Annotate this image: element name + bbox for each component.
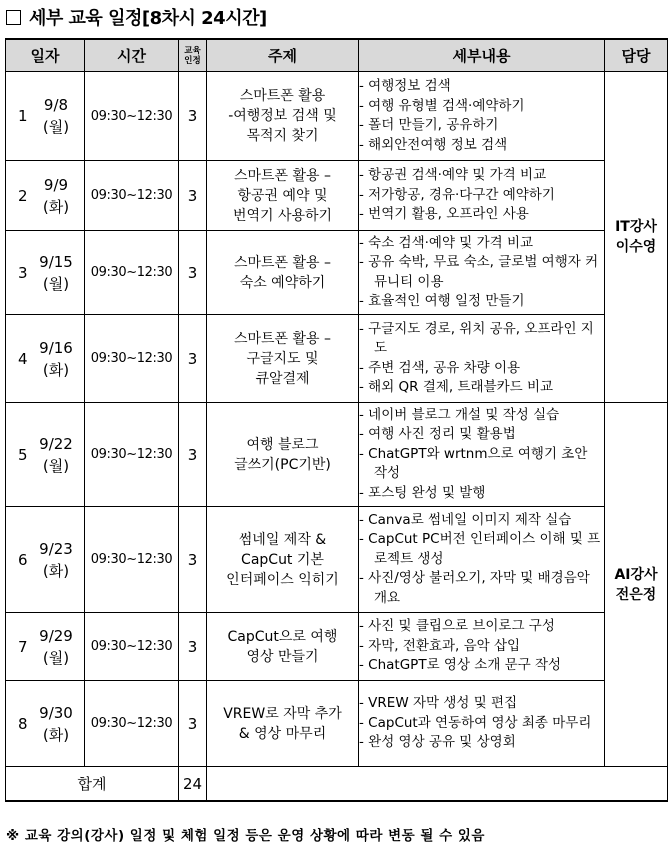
details-item: - CapCut과 연동하여 영상 최종 마무리 (359, 714, 604, 734)
title-text: 세부 교육 일정[8차시 24시간] (29, 8, 267, 29)
session-number: 7 (18, 637, 28, 656)
details-item: - 사진 및 클립으로 브이로그 구성 (359, 617, 604, 637)
session-details (359, 681, 605, 767)
text-line: 여행 블로그 (246, 436, 319, 453)
text-line: 글쓰기(PC기반) (234, 456, 331, 473)
details-item: - 저가항공, 경유·다구간 예약하기 (359, 186, 604, 206)
header-row (6, 39, 668, 72)
weekday-text: (월) (42, 456, 70, 475)
details-list (359, 166, 604, 225)
session-row (6, 315, 668, 403)
session-row (6, 613, 668, 681)
details-list (359, 320, 604, 398)
date-text: 9/30 (39, 703, 73, 722)
details-item: - 효율적인 여행 일정 만들기 (359, 292, 604, 312)
session-topic (207, 231, 359, 315)
details-item: - 네이버 블로그 개설 및 작성 실습 (359, 406, 604, 426)
weekday-text: (화) (42, 725, 70, 744)
weekday-text: (화) (42, 561, 70, 580)
total-hours: 24 (179, 767, 207, 802)
details-item: - 숙소 검색·예약 및 가격 비교 (359, 234, 604, 254)
session-date-cell (6, 315, 85, 403)
header-topic: 주제 (207, 39, 359, 72)
date-text: 9/22 (39, 434, 73, 453)
header-day: 일자 (6, 39, 85, 72)
session-row (6, 231, 668, 315)
details-list (359, 234, 604, 312)
weekday-text: (월) (42, 118, 70, 136)
text-line: 큐알결제 (255, 370, 310, 387)
session-topic (207, 403, 359, 507)
session-hours: 3 (179, 403, 207, 507)
text-line: 스마트폰 활용 – (233, 254, 332, 271)
session-time: 09:30~12:30 (85, 161, 179, 231)
text-line: 스마트폰 활용 – (233, 330, 332, 347)
text-line: 번역기 사용하기 (232, 207, 333, 224)
details-list (359, 617, 604, 676)
details-list (359, 694, 604, 753)
details-item: - 여행 사진 정리 및 활용법 (359, 425, 604, 445)
weekday-text: (월) (42, 274, 70, 293)
session-date-cell (6, 72, 85, 161)
session-date-cell (6, 231, 85, 315)
session-number: 8 (18, 714, 28, 733)
session-row (6, 681, 668, 767)
details-item: - 자막, 전환효과, 음악 삽입 (359, 637, 604, 657)
text-line: IT강사 (615, 219, 657, 235)
details-item: - 완성 영상 공유 및 상영회 (359, 733, 604, 753)
session-time: 09:30~12:30 (85, 403, 179, 507)
session-hours: 3 (179, 681, 207, 767)
session-time: 09:30~12:30 (85, 231, 179, 315)
weekday-text: (화) (42, 360, 70, 379)
session-date-cell (6, 161, 85, 231)
details-item: - 공유 숙박, 무료 숙소, 글로벌 여행자 커뮤니티 이용 (359, 253, 604, 292)
session-hours: 3 (179, 507, 207, 613)
session-topic (207, 161, 359, 231)
lecturer-cell (605, 72, 668, 403)
text-line: 영상 만들기 (246, 648, 319, 665)
details-list (359, 406, 604, 504)
session-number: 2 (18, 186, 28, 205)
text-line: 스마트폰 활용 – (233, 167, 332, 184)
weekday-text: (월) (42, 648, 70, 667)
text-line: -여행정보 검색 및 (228, 108, 337, 124)
session-time: 09:30~12:30 (85, 72, 179, 161)
document-title (6, 4, 267, 30)
details-item: - 번역기 활용, 오프라인 사용 (359, 205, 604, 225)
details-item: - 사진/영상 불러오기, 자막 및 배경음악 개요 (359, 569, 604, 608)
session-details (359, 72, 605, 161)
session-hours: 3 (179, 613, 207, 681)
details-item: - 여행 유형별 검색·예약하기 (359, 97, 604, 117)
session-topic (207, 315, 359, 403)
session-date-cell (6, 507, 85, 613)
details-item: - VREW 자막 생성 및 편집 (359, 694, 604, 714)
total-empty-cell (207, 767, 668, 802)
session-number: 3 (18, 263, 28, 282)
details-item: - 여행정보 검색 (359, 77, 604, 97)
session-time: 09:30~12:30 (85, 315, 179, 403)
date-text: 9/15 (39, 252, 73, 271)
details-item: - 포스팅 완성 및 발행 (359, 484, 604, 504)
session-hours: 3 (179, 72, 207, 161)
session-number: 6 (18, 550, 28, 569)
text-line: AI강사 (614, 566, 658, 583)
lecturer-cell (605, 403, 668, 767)
details-list (359, 511, 604, 609)
session-topic (207, 507, 359, 613)
session-details (359, 507, 605, 613)
session-time: 09:30~12:30 (85, 507, 179, 613)
session-details (359, 403, 605, 507)
text-line: 이수영 (615, 239, 657, 255)
details-item: - 주변 검색, 공유 차량 이용 (359, 359, 604, 379)
session-time: 09:30~12:30 (85, 681, 179, 767)
text-line: 구글지도 및 (246, 350, 319, 367)
header-hours: 교육 인정 (179, 39, 207, 72)
schedule-table (5, 38, 668, 802)
text-line: 숙소 예약하기 (239, 274, 326, 291)
session-number: 5 (18, 445, 28, 464)
session-number: 1 (18, 107, 28, 125)
footnote: ※ 교육 강의(강사) 일정 및 체험 일정 등은 운영 상황에 따라 변동 될 수 있음 (6, 828, 485, 844)
session-number: 4 (18, 349, 28, 368)
details-item: - ChatGPT로 영상 소개 문구 작성 (359, 656, 604, 676)
session-date-cell (6, 403, 85, 507)
details-item: - ChatGPT와 wrtnm으로 여행기 초안 작성 (359, 445, 604, 484)
session-date-cell (6, 613, 85, 681)
text-line: 목적지 찾기 (246, 128, 319, 144)
details-list (359, 77, 604, 155)
weekday-text: (화) (42, 197, 70, 216)
text-line: 썸네일 제작 & (238, 531, 327, 548)
details-item: - 항공권 검색·예약 및 가격 비교 (359, 166, 604, 186)
text-line: 스마트폰 활용 (239, 88, 326, 104)
checkbox-square-icon (6, 10, 21, 25)
session-details (359, 315, 605, 403)
text-line: 인터페이스 익히기 (226, 571, 339, 588)
date-text: 9/16 (39, 338, 73, 357)
header-time: 시간 (85, 39, 179, 72)
header-lecturer: 담당 (605, 39, 668, 72)
session-topic (207, 72, 359, 161)
session-date-cell (6, 681, 85, 767)
session-details (359, 613, 605, 681)
details-item: - 해외안전여행 정보 검색 (359, 136, 604, 156)
text-line: & 영상 마무리 (238, 725, 327, 742)
session-details (359, 161, 605, 231)
session-hours: 3 (179, 231, 207, 315)
session-hours: 3 (179, 161, 207, 231)
total-row (6, 767, 668, 802)
text-line: VREW로 자막 추가 (223, 705, 342, 722)
details-item: - 구글지도 경로, 위치 공유, 오프라인 지도 (359, 320, 604, 359)
session-row (6, 403, 668, 507)
date-text: 9/29 (39, 626, 73, 645)
session-row (6, 507, 668, 613)
session-topic (207, 613, 359, 681)
header-details: 세부내용 (359, 39, 605, 72)
date-text: 9/23 (39, 539, 73, 558)
text-line: 항공권 예약 및 (237, 187, 328, 204)
session-time: 09:30~12:30 (85, 613, 179, 681)
text-line: CapCut으로 여행 (227, 628, 338, 645)
details-item: - Canva로 썸네일 이미지 제작 실습 (359, 511, 604, 531)
session-topic (207, 681, 359, 767)
session-row (6, 161, 668, 231)
text-line: CapCut 기본 (241, 551, 324, 568)
details-item: - 해외 QR 결제, 트래블카드 비교 (359, 378, 604, 398)
date-text: 9/8 (43, 96, 69, 114)
total-label: 합계 (6, 767, 179, 802)
details-item: - CapCut PC버전 인터페이스 이해 및 프로젝트 생성 (359, 530, 604, 569)
session-details (359, 231, 605, 315)
date-text: 9/9 (43, 175, 69, 194)
text-line: 전은정 (615, 586, 657, 603)
session-hours: 3 (179, 315, 207, 403)
details-item: - 폴더 만들기, 공유하기 (359, 116, 604, 136)
session-row (6, 72, 668, 161)
